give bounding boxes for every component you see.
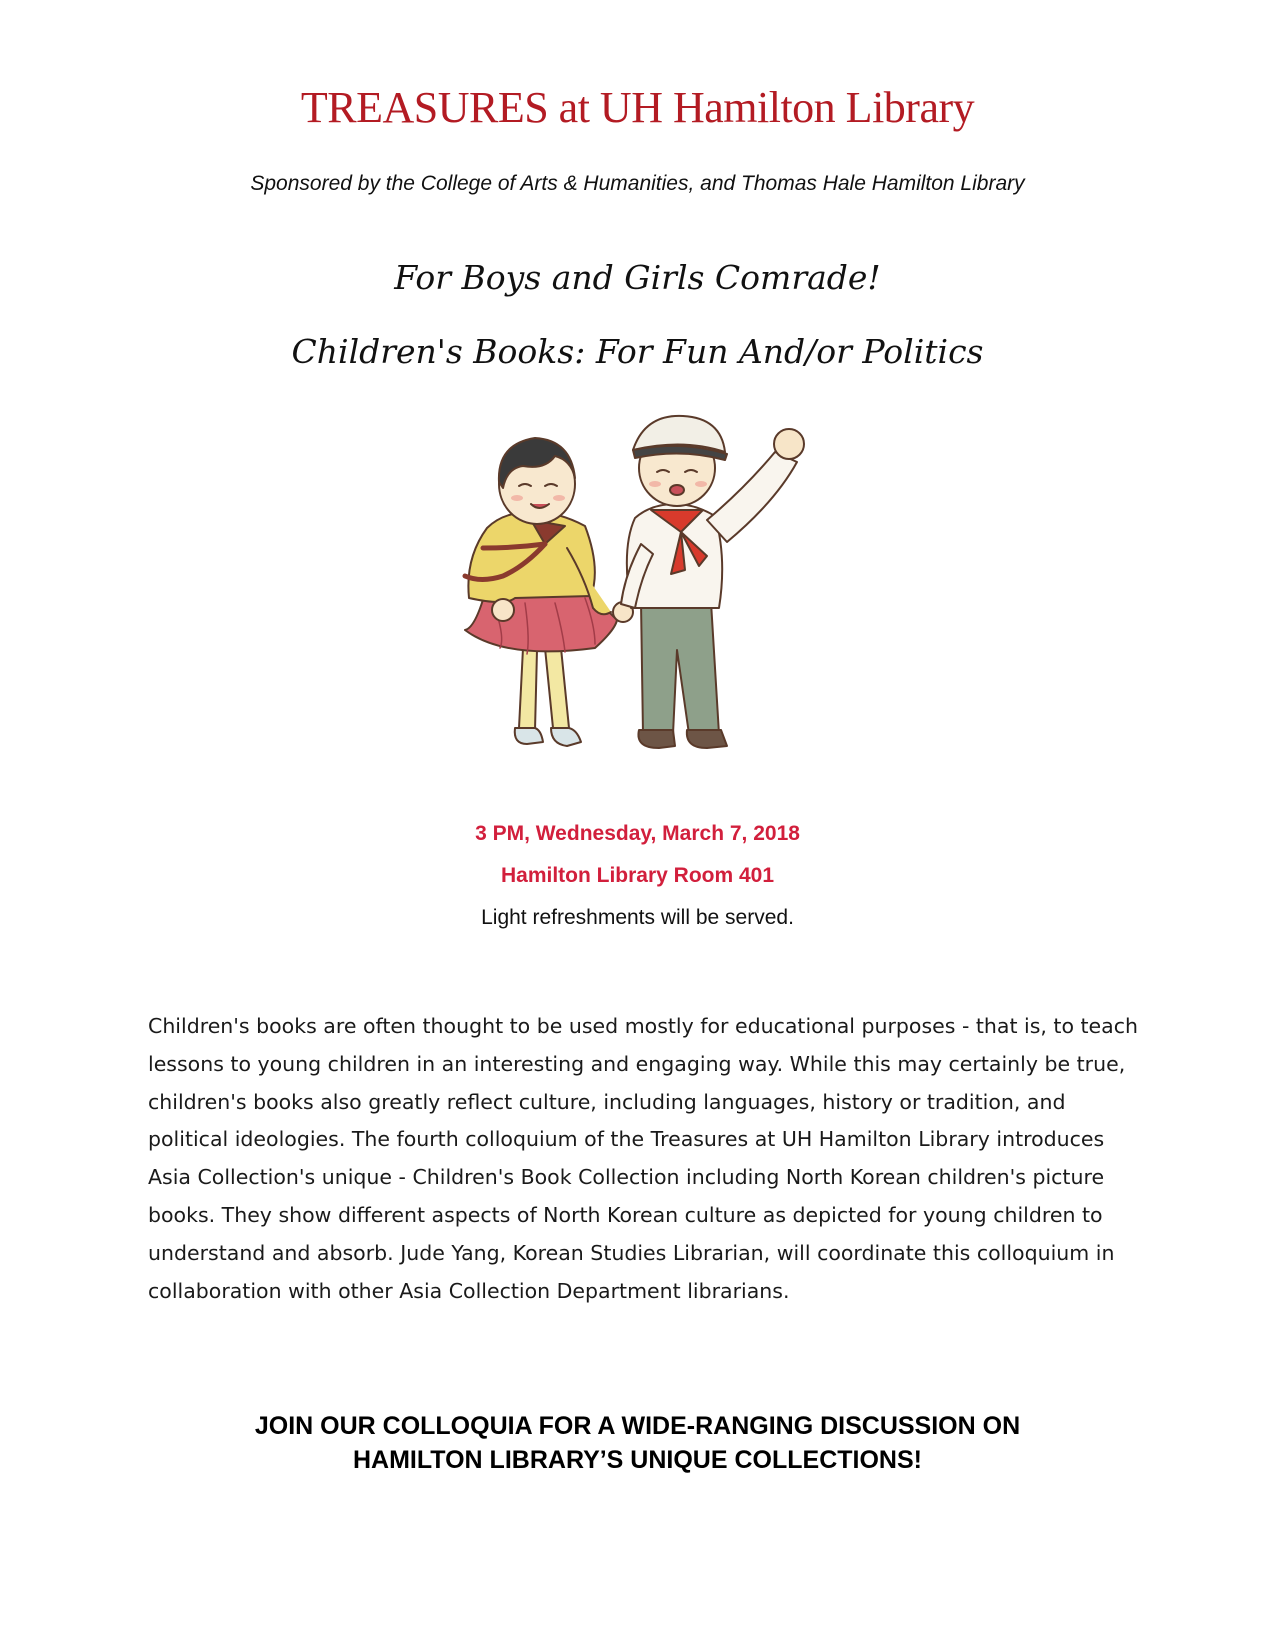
sponsor-line: Sponsored by the College of Arts & Humanities, and Thomas Hale Hamilton Library — [250, 172, 1025, 195]
cta-line-1: JOIN OUR COLLOQUIA FOR A WIDE-RANGING DISCUSSION ON — [254, 1412, 1021, 1440]
event-time: 3 PM, Wednesday, March 7, 2018 — [475, 822, 800, 845]
event-subtitle: Children's Books: For Fun And/or Politics — [291, 332, 984, 371]
children-illustration — [445, 398, 855, 768]
refreshments-note: Light refreshments will be served. — [481, 906, 794, 929]
event-title: For Boys and Girls Comrade! — [394, 258, 881, 297]
event-description: Children's books are often thought to be used mostly for educational purposes - that is, to teach lessons to young children in an interesting and engaging way. While this may certainly be true, children's books also greatly reflect culture, including languages, history or tradition, and political ideologies. The fourth colloquium of the Treasures at UH Hamilton Library introduces Asia Collection's unique - Children's Book Collection including North Korean children's picture books. They show different aspects of North Korean culture as depicted for young children to understand and absorb. Jude Yang, Korean Studies Librarian, will coordinate this colloquium in collaboration with other Asia Collection Department librarians. — [148, 1014, 1138, 1303]
cta-line-2: HAMILTON LIBRARY’S UNIQUE COLLECTIONS! — [353, 1446, 922, 1474]
call-to-action — [0, 1409, 1275, 1477]
page-title: TREASURES at UH Hamilton Library — [300, 83, 975, 132]
event-location: Hamilton Library Room 401 — [500, 864, 775, 887]
